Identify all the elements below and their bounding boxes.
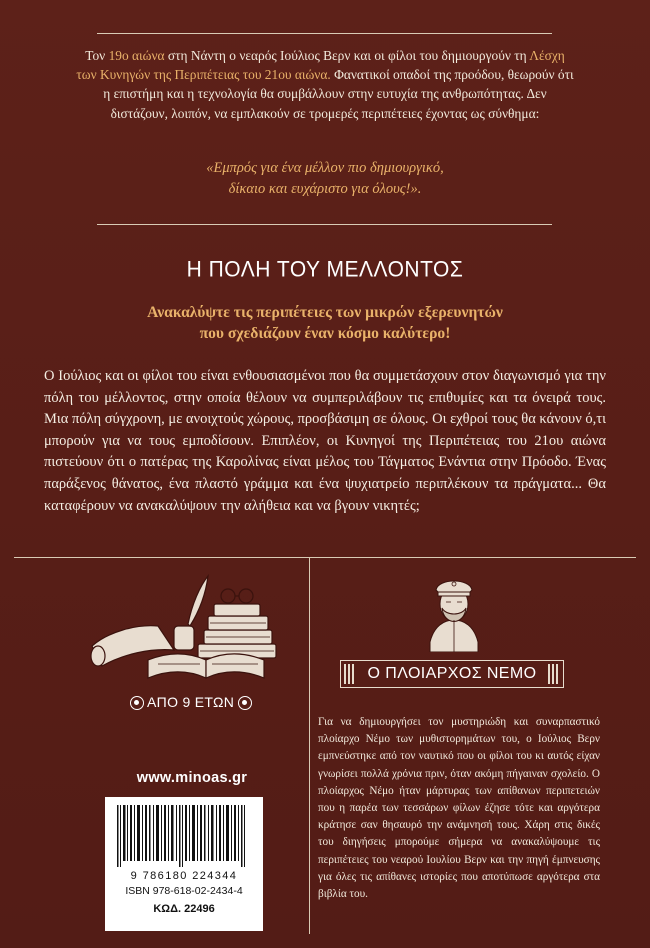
- synopsis: Ο Ιούλιος και οι φίλοι του είναι ενθουσιασμένοι που θα συμμετάσχουν στον διαγωνισμό για την πόλη του μέλλοντος, στην οποία θέλουν να συμπεριλάβουν τις επιθυμίες και τα όνειρά τους. Μια πόλη σύγχρονη, με ανοιχτούς χώρους, προσβάσιμη σε όλους. Οι εχθροί τους θα κάνουν ό,τι μπορούν για να τους εμποδίσουν. Επιπλέον, οι Κυνηγοί της Περιπέτειας του 21ου αιώνα πιστεύουν ότι ο πατέρας της Καρολίνας είναι μέλος του Τάγματος Ενάντια στην Πρόοδο. Ένας παράξενος θάνατος, ένα πλαστό γράμμα και ένα ψυχιατρείο περιπλέκουν τα πράγματα... Θα καταφέρουν να ανακαλύψουν την αλήθεια και να βγουν νικητές;: [44, 368, 606, 514]
- tagline-line-1: Ανακαλύψτε τις περιπέτειες των μικρών εξερευνητών: [147, 304, 503, 321]
- tagline: [60, 302, 590, 344]
- captain-nemo-label: Ο ΠΛΟΙΑΡΧΟΣ ΝΕΜΟ: [340, 660, 564, 688]
- intro-text-3: Φανατικοί οπαδοί της προόδου, θεωρούν ότι η επιστήμη και η τεχνολογία θα συμβάλλουν στην ευτυχία της ανθρωπότητας. Δεν διστάζουν, λοιπόν, να εμπλακούν σε τρομερές περιπέτειες έχοντας ως σύνθημα:: [103, 67, 574, 121]
- age-recommendation: [116, 694, 266, 710]
- intro-paragraph: [75, 46, 575, 123]
- age-label: ΑΠΟ 9 ΕΤΩΝ: [147, 694, 235, 710]
- wheel-icon: [130, 696, 144, 710]
- middle-divider: [97, 224, 552, 225]
- wheel-icon: [238, 696, 252, 710]
- intro-text-2: στη Νάντη ο νεαρός Ιούλιος Βερν και οι φίλοι του δημιουργούν τη: [164, 48, 530, 63]
- barcode-panel: [105, 797, 263, 931]
- tagline-line-2: που σχεδιάζουν έναν κόσμο καλύτερο!: [199, 325, 451, 342]
- motto: [75, 158, 575, 200]
- barcode-number: 9 786180 224344: [130, 870, 238, 882]
- isbn: ISBN 978-618-02-2434-4: [125, 885, 243, 897]
- product-code: ΚΩΔ. 22496: [153, 903, 215, 915]
- motto-line-2: δίκαιο και ευχάριστο για όλους!».: [228, 181, 422, 197]
- captain-nemo-portrait: [424, 570, 484, 652]
- motto-line-1: «Εμπρός για ένα μέλλον πιο δημιουργικό,: [206, 160, 444, 176]
- top-divider: [97, 33, 552, 34]
- books-quill-illustration: [88, 574, 300, 684]
- column-divider: [309, 558, 310, 934]
- lower-divider: [14, 557, 636, 558]
- intro-highlight-century: 19ο αιώνα: [108, 48, 165, 63]
- barcode-icon: [113, 805, 255, 867]
- intro-text-1: Τον: [85, 48, 109, 63]
- intro-highlight-club: Λέσχη των Κυνηγών της Περιπέτειας του 21ου αιώνα.: [76, 48, 565, 83]
- book-title: Η ΠΟΛΗ ΤΟΥ ΜΕΛΛΟΝΤΟΣ: [186, 257, 464, 282]
- captain-nemo-text: Για να δημιουργήσει τον μυστηριώδη και συναρπαστικό πλοίαρχο Νέμο των μυθιστορημάτων του, ο Ιούλιος Βερν εμπνεύστηκε από τον ναυτικό που οι φίλοι του κι αυτός είχαν γνωρίσει πολλά χρόνια πριν, όταν ακόμη πήγαιναν σχολείο. Ο πλοίαρχος Νέμο ήταν μάρτυρας των απίθανων περιπετειών που η παρέα των τεσσάρων φίλων έζησε τότε και αργότερα κράτησε σαν θησαυρό την ανάμνησή τους. Χάρη στις δικές του διηγήσεις μπορούμε σήμερα να ανακαλύψουμε τις περιπέτειες του νεαρού Ιουλίου Βερν και την πηγή έμπνευσης για όλες τις απίθανες ιστορίες που αποτύπωσε αργότερα στα βιβλία του.: [318, 716, 600, 901]
- publisher-website: www.minoas.gr: [136, 770, 248, 786]
